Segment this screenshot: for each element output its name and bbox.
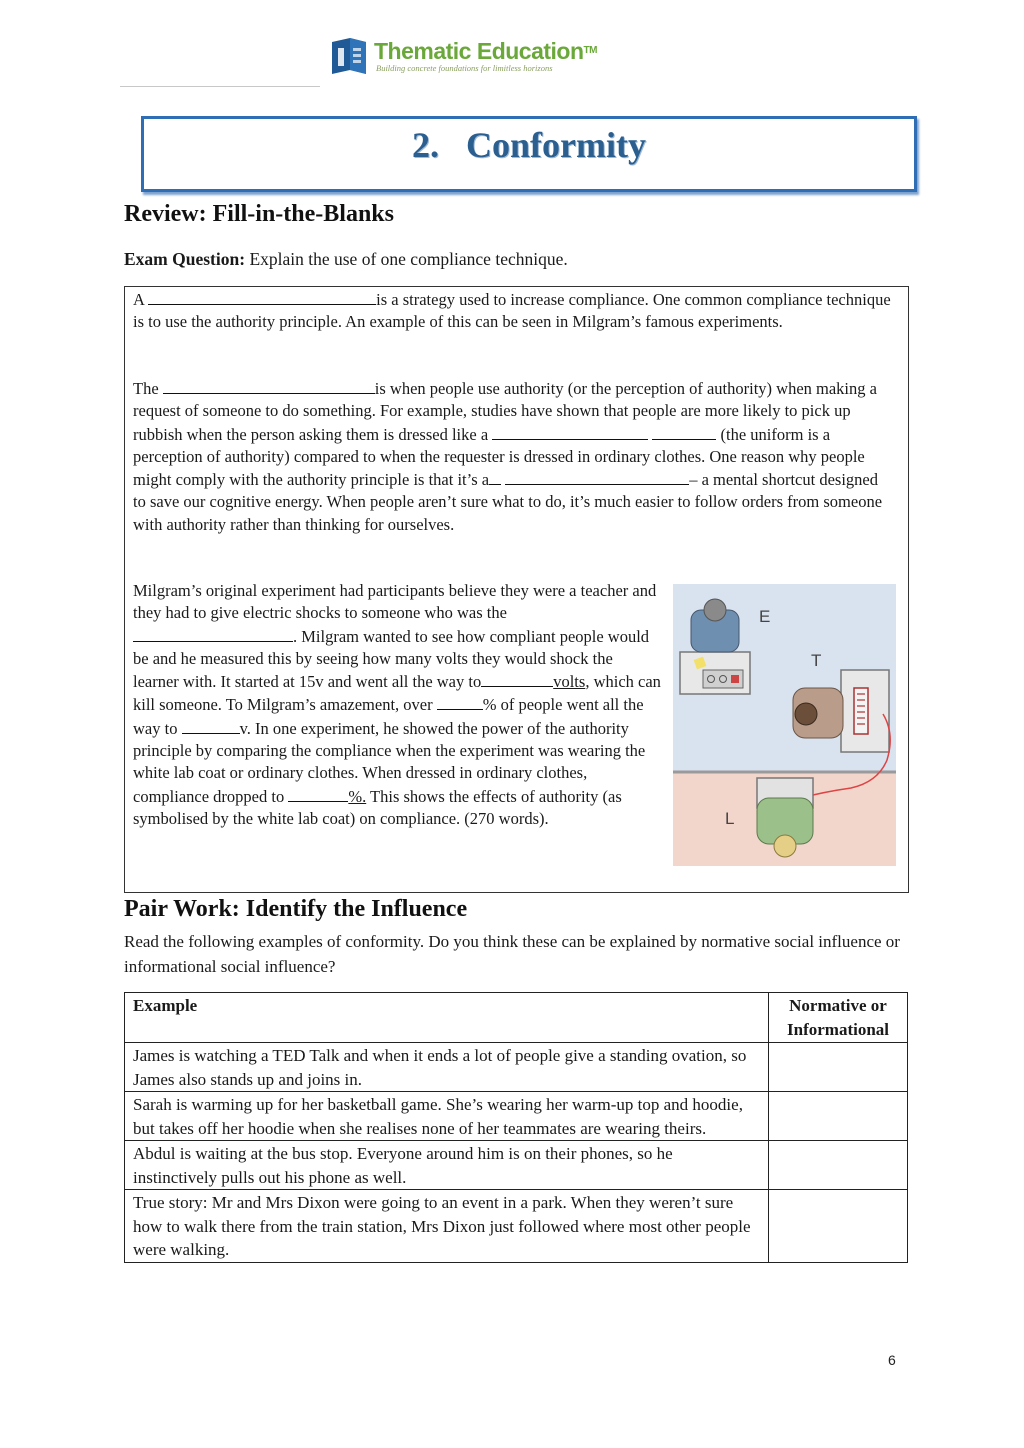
example-cell: Sarah is warming up for her basketball game. She’s wearing her warm-up top and hoodie, but takes off her hoodie when she realises none of her teammates are wearing theirs. bbox=[125, 1092, 769, 1141]
blank-4b[interactable] bbox=[505, 468, 689, 485]
blank-3b[interactable] bbox=[652, 423, 716, 440]
blank-2[interactable] bbox=[163, 377, 375, 394]
logo-name: Thematic Education™ bbox=[374, 38, 597, 64]
exam-question-text: Explain the use of one compliance technique. bbox=[249, 249, 568, 269]
page-title: 2. Conformity bbox=[412, 125, 646, 165]
percent-label: %. bbox=[348, 786, 367, 806]
table-row bbox=[125, 1043, 908, 1092]
label-t: T bbox=[811, 651, 822, 670]
blank-7[interactable] bbox=[437, 693, 483, 710]
label-l: L bbox=[725, 809, 735, 828]
col-header-example: Example bbox=[125, 993, 769, 1043]
table-row bbox=[125, 1092, 908, 1141]
influence-table bbox=[124, 992, 908, 1263]
blank-5[interactable] bbox=[133, 625, 293, 642]
book-logo-icon bbox=[330, 36, 368, 76]
volts-label: volts bbox=[553, 672, 586, 692]
exam-question bbox=[124, 249, 568, 270]
answer-cell[interactable] bbox=[769, 1092, 908, 1141]
example-cell: True story: Mr and Mrs Dixon were going to an event in a park. When they weren’t sure how to walk there from the train station, Mrs Dixon just followed where most other people were walking. bbox=[125, 1190, 769, 1263]
paragraph-1: A is a strategy used to increase compliance. One common compliance technique is to use the authority principle. An example of this can be seen in Milgram’s famous experiments. bbox=[133, 290, 891, 332]
page-number: 6 bbox=[888, 1352, 896, 1368]
table-row bbox=[125, 1141, 908, 1190]
blank-9[interactable] bbox=[288, 785, 348, 802]
pair-work-heading: Pair Work: Identify the Influence bbox=[124, 896, 468, 922]
thematic-education-logo bbox=[330, 36, 597, 76]
paragraph-2: The is when people use authority (or the perception of authority) when making a request of someone to do something. For example, studies have shown that people are more likely to pick up rubbish when the person asking them is dressed like a (the uniform is a perception of authority) compared to when the requester is dressed in ordinary clothes. One reason why people might comply with the authority principle is that it’s a – a mental shortcut designed to save our cognitive energy. When people aren’t sure what to do, it’s much easier to follow orders from someone with authority rather than thinking for ourselves. bbox=[133, 379, 883, 534]
example-cell: Abdul is waiting at the bus stop. Everyone around him is on their phones, so he instinctively pulls out his phone as well. bbox=[125, 1141, 769, 1190]
milgram-experiment-diagram bbox=[673, 584, 896, 866]
blank-6[interactable] bbox=[481, 670, 553, 687]
answer-cell[interactable] bbox=[769, 1190, 908, 1263]
blank-4[interactable] bbox=[489, 468, 501, 485]
blank-1[interactable] bbox=[148, 288, 376, 305]
blank-8[interactable] bbox=[182, 717, 240, 734]
review-heading: Review: Fill-in-the-Blanks bbox=[124, 201, 394, 227]
col-header-type: Normative or Informational bbox=[769, 993, 908, 1043]
example-cell: James is watching a TED Talk and when it ends a lot of people give a standing ovation, so James also stands up and joins in. bbox=[125, 1043, 769, 1092]
answer-cell[interactable] bbox=[769, 1043, 908, 1092]
pair-work-intro: Read the following examples of conformity. Do you think these can be explained by normative social influence or informational social influence? bbox=[124, 932, 900, 976]
blank-3[interactable] bbox=[492, 423, 648, 440]
table-header-row bbox=[125, 993, 908, 1043]
header-divider bbox=[120, 86, 320, 87]
paragraph-3: Milgram’s original experiment had participants believe they were a teacher and they had to give electric shocks to someone who was the. Milgram wanted to see how compliant people would be and he measured this by seeing how many volts they would shock the learner with. It started at 15v and went all the way to volts, which can kill someone. To Milgram’s amazement, over % of people went all the way to v. In one experiment, he showed the power of the authority principle by comparing the compliance when the experiment was wearing the white lab coat or ordinary clothes. When dressed in ordinary clothes, compliance dropped to %. This shows the effects of authority (as symbolised by the white lab coat) on compliance. (270 words). bbox=[133, 581, 661, 828]
table-row bbox=[125, 1190, 908, 1263]
exam-question-label: Exam Question: bbox=[124, 249, 246, 269]
answer-cell[interactable] bbox=[769, 1141, 908, 1190]
teacher-figure bbox=[793, 688, 843, 738]
label-e: E bbox=[759, 607, 771, 626]
logo-tagline: Building concrete foundations for limitless horizons bbox=[376, 63, 553, 73]
